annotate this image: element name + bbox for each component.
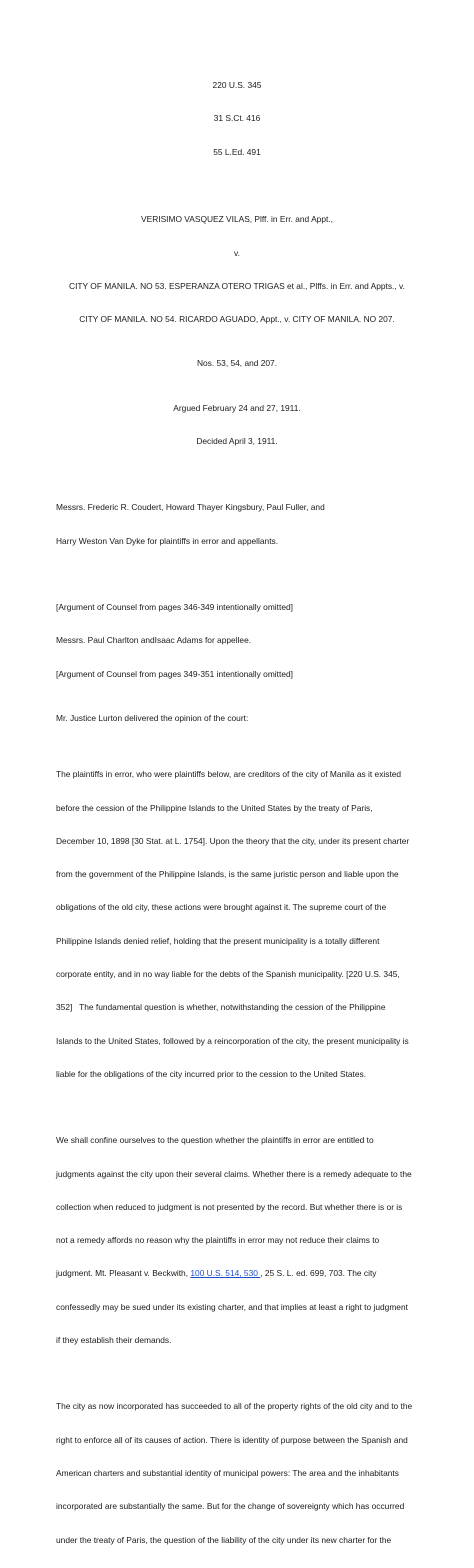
opinion-paragraph-1 [56, 747, 418, 1102]
paragraph-line: under the treaty of Paris, the question of the liability of the city under its new charter for the [56, 1534, 392, 1545]
caption-line: VERISIMO VASQUEZ VILAS, Plff. in Err. and Appt., [141, 214, 333, 225]
caption-line: CITY OF MANILA. NO 54. RICARDO AGUADO, Appt., v. CITY OF MANILA. NO 207. [79, 314, 395, 325]
case-citation-link[interactable]: 100 U.S. 514, 530 [190, 1268, 261, 1279]
omitted-line: [Argument of Counsel from pages 349-351 intentionally omitted] [56, 668, 293, 679]
paragraph-line: obligations of the old city, these actions were brought against it. The supreme court of the [56, 902, 387, 913]
paragraph-line: not a remedy affords no reason why the plaintiffs in error may not reduce their claims to [56, 1235, 380, 1246]
paragraph-line: confessedly may be sued under its existing charter, and that implies at least a right to judgment [56, 1301, 408, 1312]
caption-line: CITY OF MANILA. NO 53. ESPERANZA OTERO TRIGAS et al., Plffs. in Err. and Appts., v. [69, 280, 405, 291]
case-caption [56, 192, 418, 347]
case-citation [56, 58, 418, 180]
citation-text-after: , 25 S. L. ed. 699, 703. The city [260, 1268, 377, 1279]
omitted-argument-block [56, 580, 418, 702]
opinion-paragraph-3 [56, 1379, 418, 1568]
omitted-line: Messrs. Paul Charlton andIsaac Adams for appellee. [56, 635, 252, 646]
paragraph-line: incorporated are substantially the same. But for the change of sovereignty which has occurred [56, 1501, 405, 1512]
argued-date: Argued February 24 and 27, 1911. [173, 402, 301, 413]
paragraph-line: before the cession of the Philippine Islands to the United States by the treaty of Paris, [56, 802, 373, 813]
counsel-line: Harry Weston Van Dyke for plaintiffs in error and appellants. [56, 535, 279, 546]
opinion-intro: Mr. Justice Lurton delivered the opinion of the court: [56, 712, 249, 723]
paragraph-line: from the government of the Philippine Islands, is the same juristic person and liable upon the [56, 869, 399, 880]
case-numbers: Nos. 53, 54, and 207. [196, 358, 278, 369]
paragraph-line: judgments against the city upon their several claims. Whether there is a remedy adequate to the [56, 1168, 412, 1179]
paragraph-line: liable for the obligations of the city incurred prior to the cession to the United States. [56, 1068, 367, 1079]
paragraph-line: right to enforce all of its causes of action. There is identity of purpose between the Spanish and [56, 1434, 408, 1445]
paragraph-line-with-link [56, 1268, 418, 1279]
case-dates [56, 380, 418, 469]
opinion-paragraph-2 [56, 1113, 418, 1368]
paragraph-line: if they establish their demands. [56, 1334, 172, 1345]
omitted-line: [Argument of Counsel from pages 346-349 intentionally omitted] [56, 602, 293, 613]
counsel-line: Messrs. Frederic R. Coudert, Howard Thayer Kingsbury, Paul Fuller, and [56, 502, 325, 513]
paragraph-line: corporate entity, and in no way liable for the debts of the Spanish municipality. [220 U.S. 345, [56, 968, 400, 979]
paragraph-line: collection when reduced to judgment is not presented by the record. But whether there is or is [56, 1201, 403, 1212]
paragraph-line: American charters and substantial identity of municipal powers: The area and the inhabitants [56, 1467, 399, 1478]
paragraph-line: Philippine Islands denied relief, holding that the present municipality is a totally different [56, 935, 380, 946]
caption-line: v. [234, 247, 240, 258]
paragraph-line: December 10, 1898 [30 Stat. at L. 1754]. Upon the theory that the city, under its present charter [56, 835, 410, 846]
citation-text-before: judgment. Mt. Pleasant v. Beckwith, [56, 1268, 191, 1279]
citation-line: 31 S.Ct. 416 [213, 113, 261, 124]
citation-line: 220 U.S. 345 [212, 80, 262, 91]
paragraph-line: Islands to the United States, followed by a reincorporation of the city, the present municipality is [56, 1035, 409, 1046]
paragraph-line: The city as now incorporated has succeeded to all of the property rights of the old city and to the [56, 1401, 413, 1412]
paragraph-line: 352] The fundamental question is whether, notwithstanding the cession of the Philippine [56, 1002, 386, 1013]
counsel-block [56, 480, 418, 569]
paragraph-line: The plaintiffs in error, who were plaintiffs below, are creditors of the city of Manila as it existed [56, 769, 402, 780]
paragraph-line: We shall confine ourselves to the question whether the plaintiffs in error are entitled to [56, 1135, 374, 1146]
decided-date: Decided April 3, 1911. [196, 435, 278, 446]
citation-line: 55 L.Ed. 491 [213, 146, 261, 157]
